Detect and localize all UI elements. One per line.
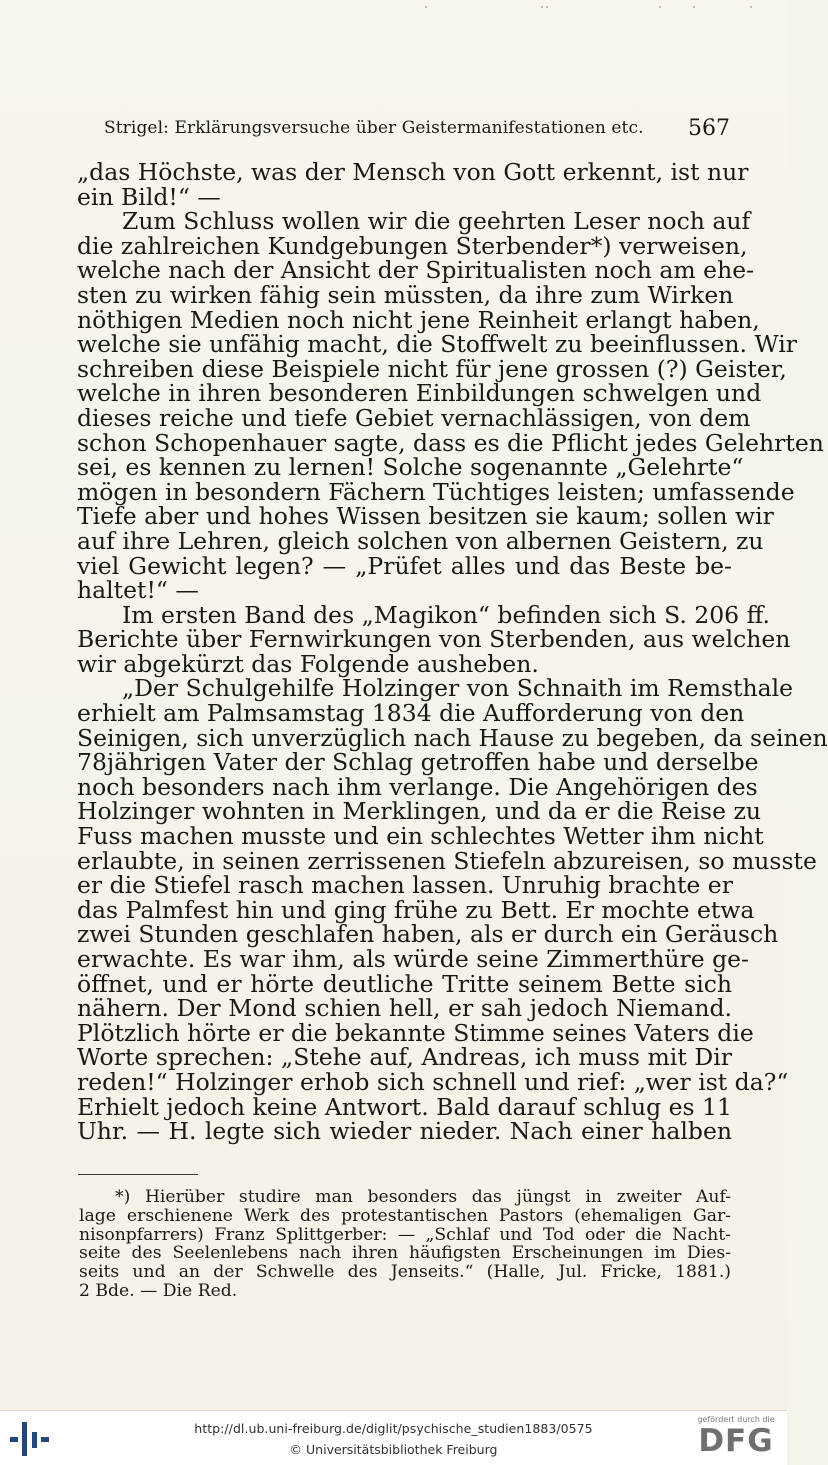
footnote-line: lage erschienene Werk des protestantischen Pastors (ehemaligen Gar-	[79, 1205, 731, 1226]
text-line: auf ihre Lehren, gleich solchen von albernen Geistern, zu	[77, 526, 764, 555]
text-line: Fuss machen musste und ein schlechtes Wetter ihm nicht	[77, 822, 764, 851]
text-line: erlaubte, in seinen zerrissenen Stiefeln abzureisen, so musste	[77, 846, 817, 875]
running-head: Strigel: Erklärungsversuche über Geistermanifestationen etc.	[104, 118, 644, 138]
text-line: Zum Schluss wollen wir die geehrten Leser noch auf	[122, 207, 751, 236]
text-line: welche nach der Ansicht der Spiritualisten noch am ehe-	[77, 256, 755, 285]
text-line: viel Gewicht legen? — „Prüfet alles und das Beste be-	[77, 551, 732, 580]
text-line: öffnet, und er hörte deutliche Tritte seinem Bette sich	[77, 969, 732, 998]
text-line: schreiben diese Beispiele nicht für jene grossen (?) Geister,	[77, 354, 787, 383]
text-line: Uhr. — H. legte sich wieder nieder. Nach einer halben	[77, 1117, 732, 1146]
text-line: Tiefe aber und hohes Wissen besitzen sie kaum; sollen wir	[77, 502, 774, 531]
footnote-line: *) Hierüber studire man besonders das jüngst in zweiter Auf-	[115, 1187, 731, 1207]
text-line: schon Schopenhauer sagte, dass es die Pflicht jedes Gelehrten	[77, 428, 824, 457]
text-line: haltet!“ —	[77, 576, 199, 605]
source-url-link[interactable]: http://dl.ub.uni-freiburg.de/diglit/psychische_studien1883/0575	[194, 1421, 593, 1436]
text-line: welche in ihren besonderen Einbildungen schwelgen und	[77, 379, 762, 408]
footnote-line: seits und an der Schwelle des Jenseits.“ (Halle, Jul. Fricke, 1881.)	[79, 1262, 731, 1283]
footnote-line: nisonpfarrers) Franz Splittgerber: — „Schlaf und Tod oder die Nacht-	[79, 1224, 731, 1245]
text-line: reden!“ Holzinger erhob sich schnell und rief: „wer ist da?“	[77, 1067, 789, 1096]
text-line: das Palmfest hin und ging frühe zu Bett. Er mochte etwa	[77, 895, 755, 924]
dfg-logo	[694, 1415, 778, 1461]
text-line: „das Höchste, was der Mensch von Gott erkennt, ist nur	[77, 158, 749, 186]
footnote-line: seite des Seelenlebens nach ihren häufigsten Erscheinungen im Dies-	[79, 1243, 731, 1264]
text-line: welche sie unfähig macht, die Stoffwelt zu beeinflussen. Wir	[77, 330, 797, 359]
text-line: dieses reiche und tiefe Gebiet vernachlässigen, von dem	[77, 403, 751, 432]
text-line: 78jährigen Vater der Schlag getroffen habe und derselbe	[77, 748, 759, 777]
viewer-footer	[0, 1410, 787, 1465]
text-line: „Der Schulgehilfe Holzinger von Schnaith im Remsthale	[122, 674, 794, 703]
copyright-text: © Universitätsbibliothek Freiburg	[289, 1442, 498, 1457]
text-line: Worte sprechen: „Stehe auf, Andreas, ich muss mit Dir	[77, 1043, 732, 1072]
footnote	[79, 1188, 731, 1301]
text-line: Erhielt jedoch keine Antwort. Bald darauf schlug es 11	[77, 1092, 732, 1121]
text-line: zwei Stunden geschlafen haben, als er durch ein Geräusch	[77, 920, 779, 949]
text-line: ein Bild!“ —	[77, 182, 221, 211]
dfg-label: DFG	[698, 1423, 774, 1459]
page-number: 567	[688, 116, 730, 141]
text-line: erwachte. Es war ihm, als würde seine Zimmerthüre ge-	[77, 945, 749, 973]
text-line: sei, es kennen zu lernen! Solche sogenannte „Gelehrte“	[77, 453, 744, 482]
footnote-divider	[78, 1174, 198, 1175]
text-line: Im ersten Band des „Magikon“ befinden sich S. 206 ff.	[122, 600, 770, 629]
text-line: wir abgekürzt das Folgende ausheben.	[77, 649, 539, 678]
text-line: erhielt am Palmsamstag 1834 die Aufforderung von den	[77, 699, 745, 728]
text-line: nöthigen Medien noch nicht jene Reinheit erlangt haben,	[77, 305, 760, 334]
text-line: Berichte über Fernwirkungen von Sterbenden, aus welchen	[77, 625, 791, 654]
text-line: Plötzlich hörte er die bekannte Stimme seines Vaters die	[77, 1018, 754, 1047]
page-header	[104, 118, 730, 144]
footnote-line: 2 Bde. — Die Red.	[79, 1280, 238, 1301]
body-text	[77, 158, 828, 1146]
text-line: mögen in besondern Fächern Tüchtiges leisten; umfassende	[77, 477, 795, 506]
scan-speckles	[0, 0, 787, 20]
text-line: er die Stiefel rasch machen lassen. Unruhig brachte er	[77, 871, 733, 900]
dfg-caption: gefördert durch die	[697, 1415, 775, 1424]
text-line: die zahlreichen Kundgebungen Sterbender*) verweisen,	[77, 231, 748, 260]
text-line: Seinigen, sich unverzüglich nach Hause zu begeben, da seinen	[77, 723, 828, 752]
text-line: sten zu wirken fähig sein müssten, da ihre zum Wirken	[77, 280, 734, 309]
text-line: noch besonders nach ihm verlange. Die Angehörigen des	[77, 772, 758, 801]
text-line: Holzinger wohnten in Merklingen, und da er die Reise zu	[77, 797, 762, 826]
text-line: nähern. Der Mond schien hell, er sah jedoch Niemand.	[77, 994, 732, 1023]
